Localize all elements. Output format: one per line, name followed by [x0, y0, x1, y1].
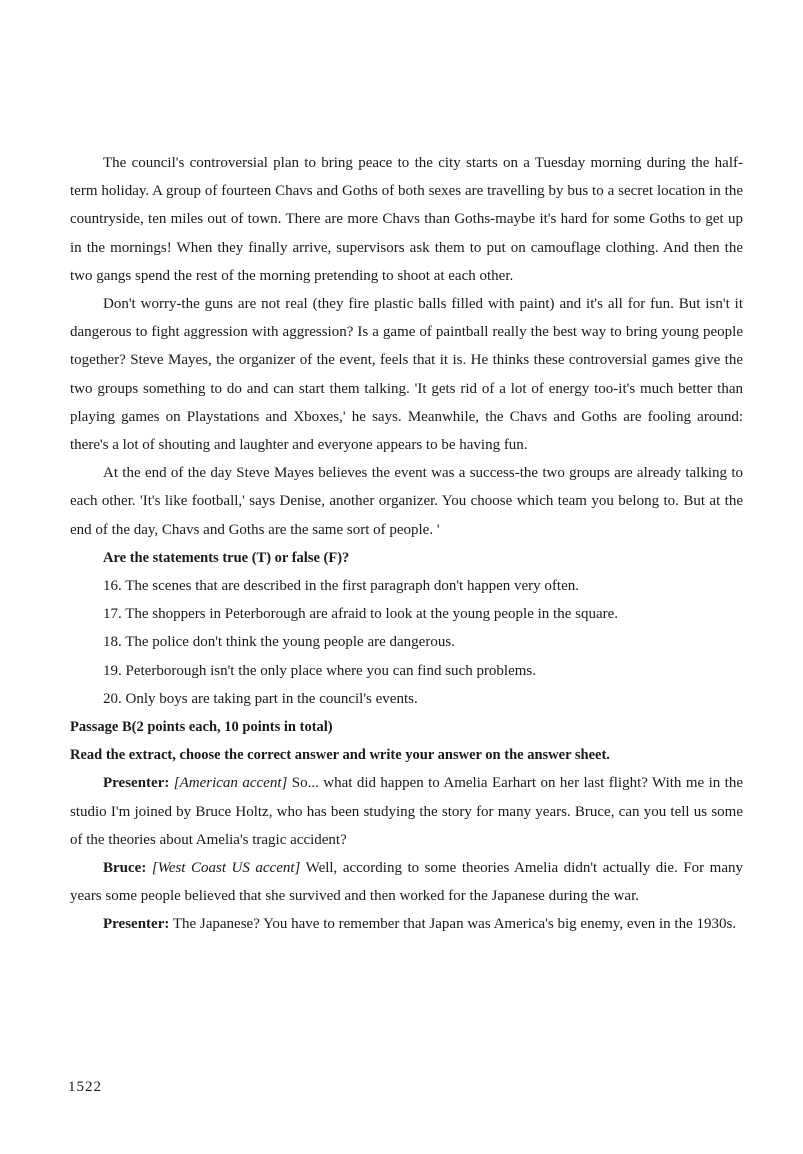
page-content [70, 149, 743, 939]
question-18: 18. The police don't think the young people are dangerous. [103, 634, 455, 651]
dialogue-text: Well, according to some theories Amelia didn't actually die. For many years some people believed that she survived and then worked for the Japanese during the war. [70, 860, 744, 905]
page-number: 1522 [68, 1079, 102, 1095]
question-20: 20. Only boys are taking part in the council's events. [103, 690, 418, 707]
dialogue-text: So... what did happen to Amelia Earhart on her last flight? With me in the studio I'm joined by Bruce Holtz, who has been studying the story for many years. Bruce, can you tell us some of the theories about Amelia's tragic accident? [70, 775, 743, 848]
passage-a-paragraph-1: The council's controversial plan to bring peace to the city starts on a Tuesday morning during the half-term holiday. A group of fourteen Chavs and Goths of both sexes are travelling by bus to a secret location in the countryside, ten miles out of town. There are more Chavs than Goths-maybe it's hard for some Goths to get up in the mornings! When they finally arrive, supervisors ask them to put on camouflage clothing. And then the two gangs spend the rest of the morning pretending to shoot at each other. [70, 155, 743, 284]
speaker-label: Bruce: [103, 860, 147, 877]
dialogue-line-presenter-2 [70, 910, 743, 938]
passage-b-instruction: Read the extract, choose the correct answer and write your answer on the answer sheet. [70, 747, 610, 764]
passage-a-paragraph-3: At the end of the day Steve Mayes believes the event was a success-the two groups are already talking to each other. 'It's like football,' says Denise, another organizer. You choose which team you belong to. But at the end of the day, Chavs and Goths are the same sort of people. ' [70, 465, 743, 538]
dialogue-line-bruce-1 [70, 854, 743, 910]
speaker-label: Presenter: [103, 775, 170, 792]
question-16: 16. The scenes that are described in the first paragraph don't happen very often. [103, 578, 580, 595]
question-17: 17. The shoppers in Peterborough are afraid to look at the young people in the square. [103, 606, 619, 623]
question-19: 19. Peterborough isn't the only place where you can find such problems. [103, 662, 537, 679]
true-false-heading: Are the statements true (T) or false (F)? [103, 549, 350, 566]
dialogue-line-presenter-1 [70, 769, 743, 854]
passage-a-paragraph-2: Don't worry-the guns are not real (they fire plastic balls filled with paint) and it's all for fun. But isn't it dangerous to fight aggression with aggression? Is a game of paintball really the best way to bring young people together? Steve Mayes, the organizer of the event, feels that it is. He thinks these controversial games give the two groups something to do and can start them talking. 'It gets rid of a lot of energy too-it's much better than playing games on Playstations and Xboxes,' he says. Meanwhile, the Chavs and Goths are fooling around: there's a lot of shouting and laughter and everyone appears to be having fun. [70, 296, 743, 454]
passage-b-heading: Passage B(2 points each, 10 points in total) [70, 719, 333, 736]
accent-note: [American accent] [173, 775, 288, 792]
accent-note: [West Coast US accent] [151, 860, 301, 877]
speaker-label: Presenter: [103, 916, 170, 933]
dialogue-text: The Japanese? You have to remember that Japan was America's big enemy, even in the 1930s. [169, 916, 737, 933]
